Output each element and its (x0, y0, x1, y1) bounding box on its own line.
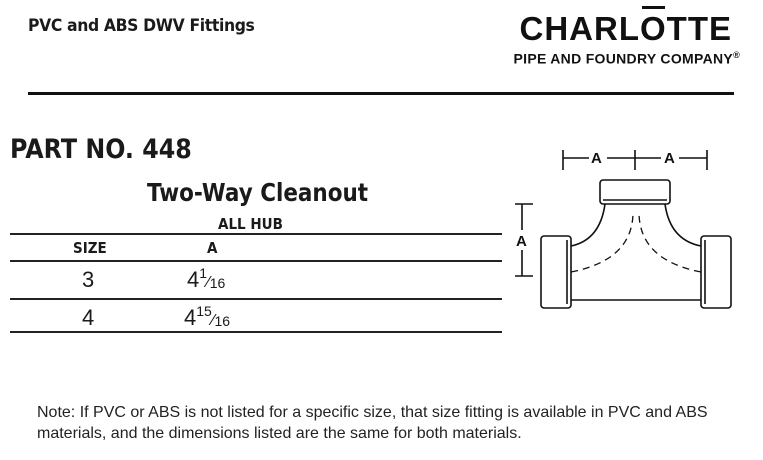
table-rule (10, 331, 502, 333)
logo-tagline: PIPE AND FOUNDRY COMPANY® (513, 50, 740, 67)
hidden-line (571, 212, 633, 272)
company-logo (460, 10, 740, 72)
dimension-label: A (591, 150, 602, 167)
document-header: PVC and ABS DWV Fittings (28, 16, 255, 36)
column-header-a: A (207, 239, 218, 257)
logo-wordmark: CHARLOTTE (519, 10, 732, 47)
dimension-label: A (664, 150, 675, 167)
column-header-size: SIZE (73, 239, 107, 257)
table-rule (10, 260, 502, 262)
header-divider (28, 92, 734, 95)
fitting-drawing (505, 140, 745, 340)
table-cell-size: 4 (82, 305, 95, 330)
table-cell-size: 3 (82, 267, 95, 292)
part-number: PART NO. 448 (10, 134, 192, 165)
fitting-subtitle: ALL HUB (218, 215, 283, 233)
table-rule (10, 233, 502, 235)
table-cell-a: $4^{15}⁄_{16}$ (184, 303, 231, 330)
table-rule (10, 298, 502, 300)
fitting-title: Two-Way Cleanout (147, 178, 369, 207)
dimension-label: A (516, 233, 527, 250)
body-curve (665, 204, 701, 246)
table-cell-a: $4^1⁄_{16}$ (187, 265, 226, 292)
materials-note: Note: If PVC or ABS is not listed for a specific size, that size fitting is available in PVC and ABS materials, and the dimensions listed are the same for both materials. (37, 404, 708, 442)
body-curve (571, 204, 605, 246)
